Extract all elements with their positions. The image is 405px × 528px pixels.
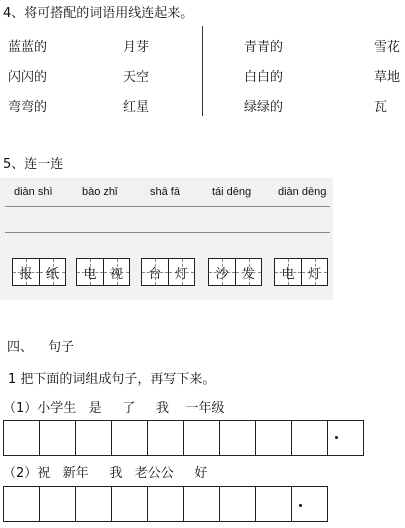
pinyin-1: diàn shì	[14, 186, 53, 198]
writing-cell[interactable]	[148, 486, 184, 522]
period-mark	[335, 436, 338, 439]
section-4-instruction: 1 把下面的词组成句子，再写下来。	[8, 372, 216, 387]
sentence-2-writing-grid[interactable]	[3, 486, 328, 522]
word-left-1a: 蓝蓝的	[8, 40, 48, 55]
writing-cell[interactable]	[220, 420, 256, 456]
sentence-1-words: （1）小学生 是 了 我 一年级	[3, 401, 225, 416]
writing-cell[interactable]	[256, 420, 292, 456]
word-left-2b: 天空	[123, 70, 150, 85]
writing-cell[interactable]	[220, 486, 256, 522]
section-4-title: 句子	[48, 340, 75, 355]
word-right-2b: 草地	[374, 70, 401, 85]
word-box-3-char-2: 灯	[174, 266, 188, 282]
writing-cell[interactable]	[256, 486, 292, 522]
divider-line-bottom	[5, 232, 330, 233]
word-right-1b: 雪花	[374, 40, 401, 55]
word-box-5-char-2: 灯	[307, 266, 321, 282]
question-5-title: 5、连一连	[3, 157, 64, 172]
word-right-2a: 白白的	[244, 70, 284, 85]
word-box-3-char-1: 台	[148, 266, 162, 282]
word-box-1	[12, 258, 66, 286]
pinyin-2: bào zhǐ	[82, 186, 118, 198]
writing-cell[interactable]	[4, 420, 40, 456]
period-mark	[299, 504, 302, 507]
sentence-1-writing-grid[interactable]	[3, 420, 364, 456]
word-box-1-char-1: 报	[19, 266, 33, 282]
word-left-3b: 红星	[123, 100, 150, 115]
word-box-4-char-1: 沙	[215, 266, 229, 282]
writing-cell[interactable]	[112, 486, 148, 522]
column-divider	[202, 26, 203, 116]
word-box-5	[274, 258, 328, 286]
question-4-title: 4、将可搭配的词语用线连起来。	[3, 6, 194, 21]
writing-cell-period[interactable]	[328, 420, 364, 456]
writing-cell[interactable]	[76, 420, 112, 456]
word-right-1a: 青青的	[244, 40, 284, 55]
word-left-3a: 弯弯的	[8, 100, 48, 115]
writing-cell-period[interactable]	[292, 486, 328, 522]
pinyin-4: tái dēng	[212, 186, 252, 198]
writing-cell[interactable]	[184, 486, 220, 522]
word-right-3b: 瓦	[374, 100, 388, 115]
sentence-2-words: （2）祝 新年 我 老公公 好	[3, 466, 208, 481]
word-box-1-char-2: 纸	[45, 266, 59, 282]
writing-cell[interactable]	[40, 420, 76, 456]
writing-cell[interactable]	[292, 420, 328, 456]
word-box-4-char-2: 发	[241, 266, 255, 282]
word-box-2-char-2: 视	[109, 266, 123, 282]
writing-cell[interactable]	[76, 486, 112, 522]
writing-cell[interactable]	[148, 420, 184, 456]
word-box-5-char-1: 电	[281, 266, 295, 282]
writing-cell[interactable]	[184, 420, 220, 456]
word-right-3a: 绿绿的	[244, 100, 284, 115]
divider-line-top	[5, 206, 330, 207]
word-box-4	[208, 258, 262, 286]
section-4-heading: 四、	[7, 340, 34, 355]
word-box-2-char-1: 电	[83, 266, 97, 282]
pinyin-5: diàn dēng	[278, 186, 327, 198]
pinyin-3: shā fā	[150, 186, 180, 198]
word-left-1b: 月芽	[123, 40, 150, 55]
word-box-3	[141, 258, 195, 286]
writing-cell[interactable]	[40, 486, 76, 522]
writing-cell[interactable]	[4, 486, 40, 522]
word-box-2	[76, 258, 130, 286]
word-left-2a: 闪闪的	[8, 70, 48, 85]
writing-cell[interactable]	[112, 420, 148, 456]
